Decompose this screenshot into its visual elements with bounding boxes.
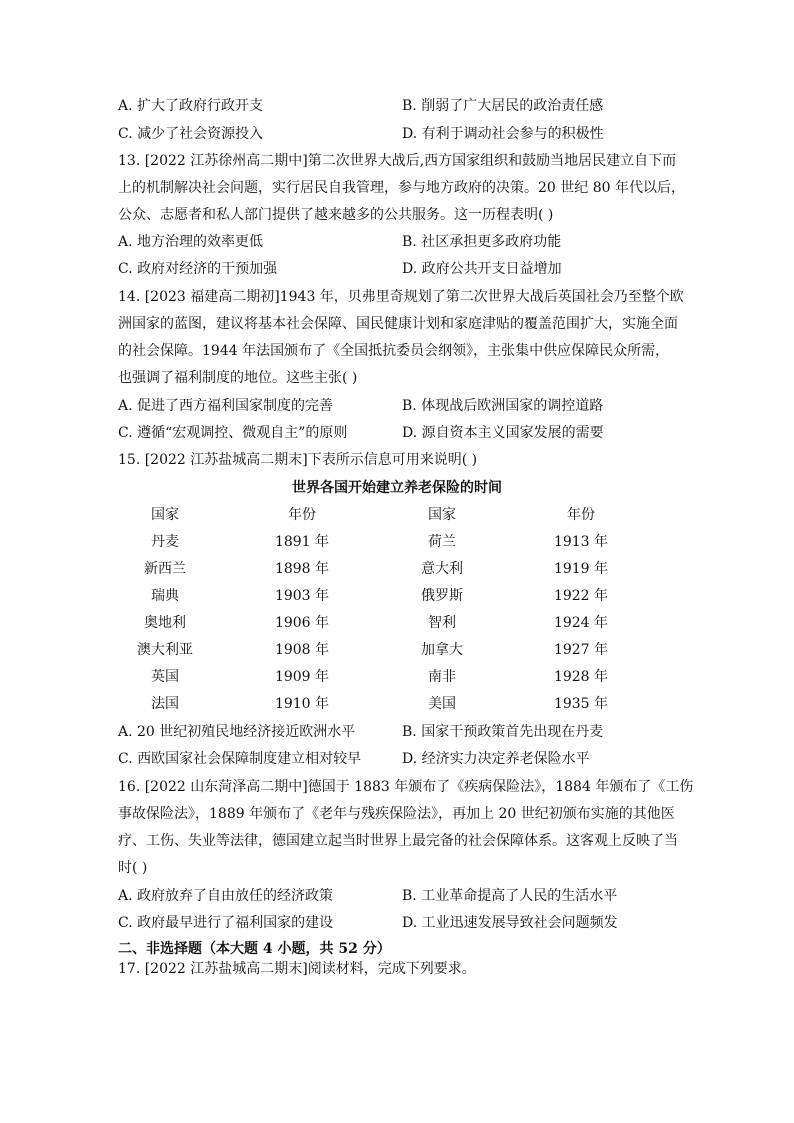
table-cell: 智利 (428, 615, 456, 631)
q13-stem-line: 公众、志愿者和私人部门提供了越来越多的公共服务。这一历程表明( ) (118, 207, 554, 223)
q14-option-a: A. 促进了西方福利国家制度的完善 (118, 398, 334, 414)
q13-stem-line: 上的机制解决社会问题，实行居民自我管理，参与地方政府的决策。20 世纪 80 年代以后， (118, 180, 685, 196)
table-cell: 奥地利 (144, 615, 186, 631)
q13-option-b: B. 社区承担更多政府功能 (402, 234, 562, 250)
table-cell: 1922 年 (553, 588, 609, 604)
table-title: 世界各国开始建立养老保险的时间 (292, 480, 502, 496)
q15-stem-line: 15. [2022 江苏盐城高二期末]下表所示信息可用来说明( ) (118, 452, 478, 468)
table-cell: 意大利 (421, 561, 463, 577)
q16-stem-line: 疗、工伤、失业等法律，德国建立起当时世界上最完备的社会保障体系。这客观上反映了当 (118, 833, 678, 849)
q16-stem-line: 16. [2022 山东菏泽高二期中]德国于 1883 年颁布了《疾病保险法》，1884 年颁布了《工伤 (118, 779, 694, 795)
q12-option-b: B. 削弱了广大居民的政治责任感 (402, 98, 604, 114)
q12-option-d: D. 有利于调动社会参与的积极性 (402, 126, 604, 142)
table-cell: 1919 年 (553, 561, 609, 577)
q13-option-c: C. 政府对经济的干预加强 (118, 261, 278, 277)
q15-option-a: A. 20 世纪初殖民地经济接近欧洲水平 (118, 724, 356, 740)
table-cell: 法国 (151, 696, 179, 712)
table-header: 年份 (567, 507, 595, 523)
q14-stem-line: 的社会保障。1944 年法国颁布了《全国抵抗委员会纲领》，主张集中供应保障民众所需， (118, 343, 670, 359)
table-cell: 1906 年 (274, 615, 330, 631)
q15-option-b: B. 国家干预政策首先出现在丹麦 (402, 724, 604, 740)
table-cell: 1924 年 (553, 615, 609, 631)
q15-option-d: D. 经济实力决定养老保险水平 (402, 751, 590, 767)
q14-option-c: C. 遵循“宏观调控、微观自主”的原则 (118, 425, 348, 441)
q17-stem-line: 17. [2022 江苏盐城高二期末]阅读材料，完成下列要求。 (118, 961, 476, 977)
table-cell: 1909 年 (274, 669, 330, 685)
table-header: 年份 (288, 507, 316, 523)
table-cell: 英国 (151, 669, 179, 685)
q16-option-a: A. 政府放弃了自由放任的经济政策 (118, 888, 334, 904)
q16-option-d: D. 工业迅速发展导致社会问题频发 (402, 915, 618, 931)
table-cell: 1935 年 (553, 696, 609, 712)
q16-stem-line: 事故保险法》，1889 年颁布了《老年与残疾保险法》，再加上 20 世纪初颁布实施的其他医 (118, 806, 675, 822)
table-cell: 南非 (428, 669, 456, 685)
q14-stem-line: 洲国家的蓝图，建议将基本社会保障、国民健康计划和家庭津贴的覆盖范围扩大，实施全面 (118, 316, 678, 332)
table-cell: 新西兰 (144, 561, 186, 577)
q16-stem-line: 时( ) (118, 860, 148, 876)
table-header: 国家 (428, 507, 456, 523)
q14-stem-line: 14. [2023 福建高二期初]1943 年，贝弗里奇规划了第二次世界大战后英国社会乃至整个欧 (118, 289, 684, 305)
table-cell: 美国 (428, 696, 456, 712)
table-cell: 1903 年 (274, 588, 330, 604)
q16-option-c: C. 政府最早进行了福利国家的建设 (118, 915, 334, 931)
table-cell: 1927 年 (553, 642, 609, 658)
section-heading: 二、非选择题（本大题 4 小题，共 52 分） (118, 941, 391, 957)
table-cell: 1910 年 (274, 696, 330, 712)
q12-option-c: C. 减少了社会资源投入 (118, 126, 264, 142)
q12-option-a: A. 扩大了政府行政开支 (118, 98, 264, 114)
table-cell: 1891 年 (274, 534, 330, 550)
table-cell: 1928 年 (553, 669, 609, 685)
table-cell: 丹麦 (151, 534, 179, 550)
q14-stem-line: 也强调了福利制度的地位。这些主张( ) (118, 370, 358, 386)
q14-option-b: B. 体现战后欧洲国家的调控道路 (402, 398, 604, 414)
table-cell: 加拿大 (421, 642, 463, 658)
q13-option-a: A. 地方治理的效率更低 (118, 234, 264, 250)
table-cell: 澳大利亚 (137, 642, 193, 658)
q13-stem-line: 13. [2022 江苏徐州高二期中]第二次世界大战后,西方国家组织和鼓励当地居民建立自下而 (118, 153, 677, 169)
q14-option-d: D. 源自资本主义国家发展的需要 (402, 425, 604, 441)
table-cell: 瑞典 (151, 588, 179, 604)
table-cell: 1908 年 (274, 642, 330, 658)
q16-option-b: B. 工业革命提高了人民的生活水平 (402, 888, 618, 904)
table-cell: 荷兰 (428, 534, 456, 550)
table-cell: 俄罗斯 (421, 588, 463, 604)
table-header: 国家 (151, 507, 179, 523)
table-cell: 1898 年 (274, 561, 330, 577)
table-cell: 1913 年 (553, 534, 609, 550)
q15-option-c: C. 西欧国家社会保障制度建立相对较早 (118, 751, 362, 767)
q13-option-d: D. 政府公共开支日益增加 (402, 261, 562, 277)
